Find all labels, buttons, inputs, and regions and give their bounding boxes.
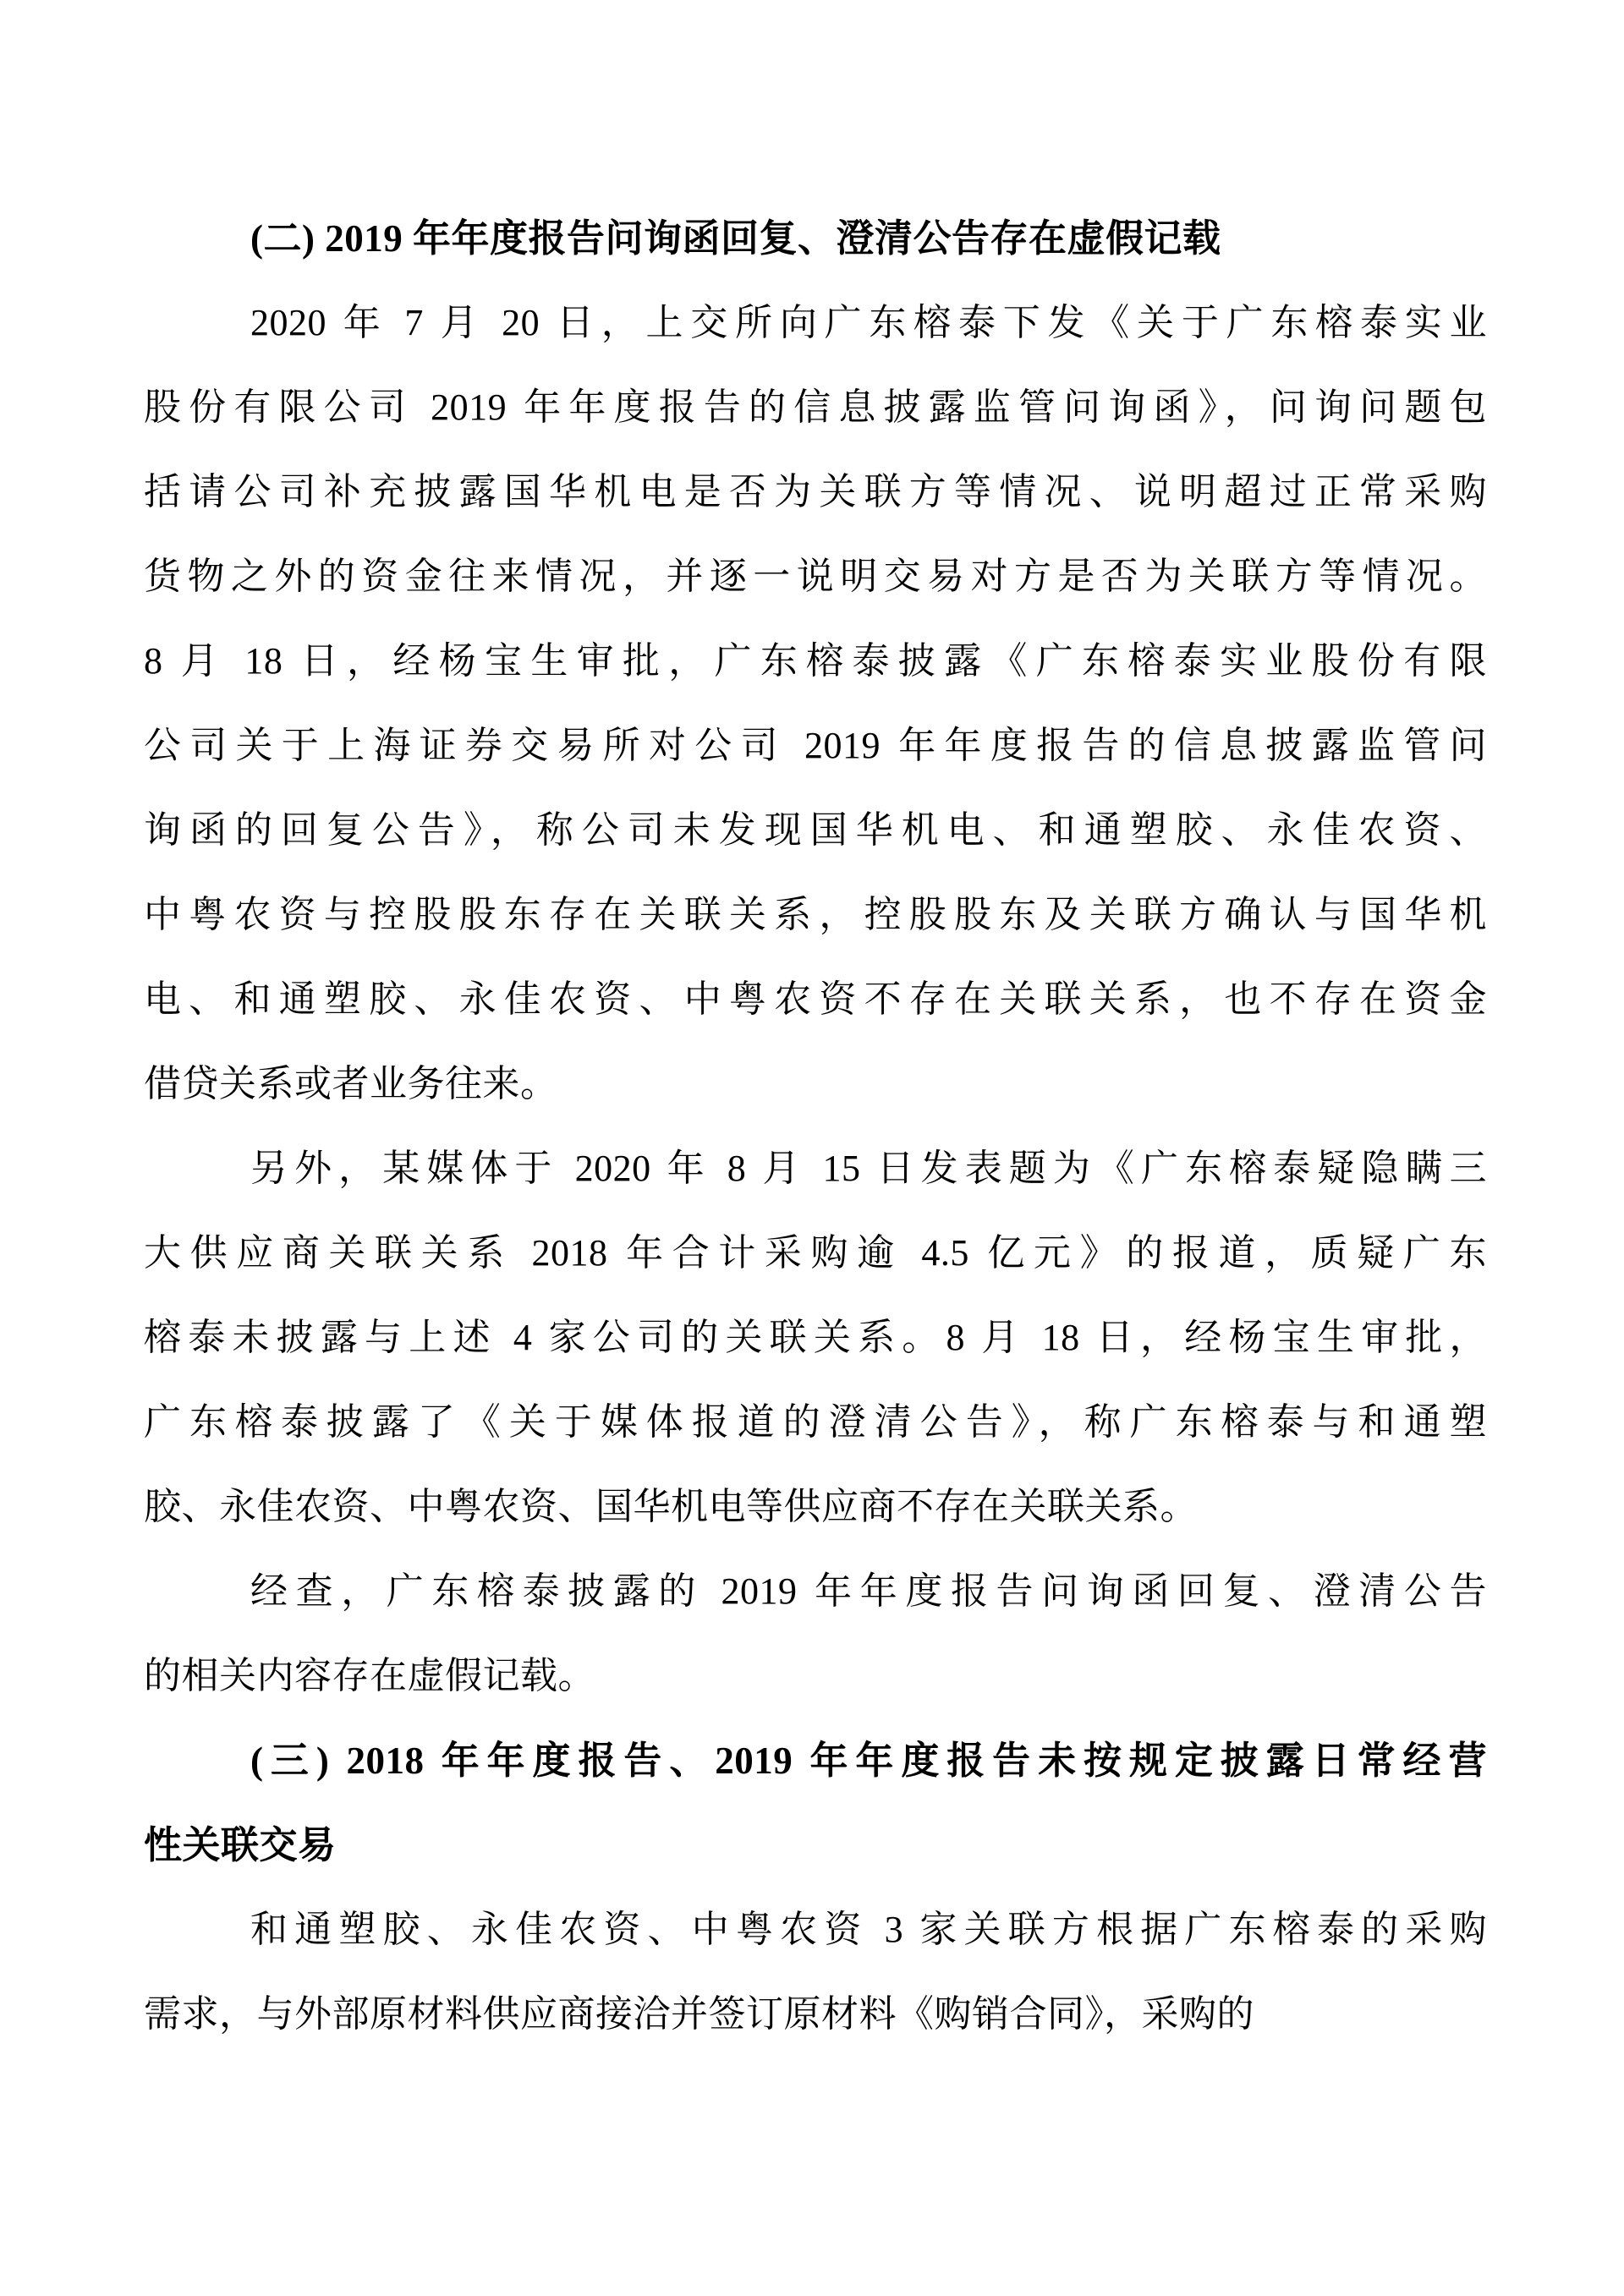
paragraph-line: 胶、永佳农资、中粤农资、国华机电等供应商不存在关联关系。: [144, 1486, 1198, 1527]
paragraph-line: 括请公司补充披露国华机电是否为关联方等情况、说明超过正常采购: [144, 471, 1487, 512]
paragraph-line: 电、和通塑胶、永佳农资、中粤农资不存在关联关系，也不存在资金: [144, 978, 1487, 1020]
paragraph-line: 的相关内容存在虚假记载。: [144, 1655, 595, 1696]
paragraph-line: 借贷关系或者业务往来。: [144, 1063, 558, 1104]
paragraph-line: 中粤农资与控股股东存在关联关系，控股股东及关联方确认与国华机: [144, 894, 1487, 935]
paragraph-line: 和通塑胶、永佳农资、中粤农资 3 家关联方根据广东榕泰的采购: [250, 1909, 1487, 1950]
paragraph-line: 经查，广东榕泰披露的 2019 年年度报告问询函回复、澄清公告: [250, 1570, 1487, 1612]
heading-line: (二) 2019 年年度报告问询函回复、澄清公告存在虚假记载: [250, 217, 1221, 260]
paragraph-line: 广东榕泰披露了《关于媒体报道的澄清公告》，称广东榕泰与和通塑: [144, 1401, 1487, 1443]
paragraph-line: 另外，某媒体于 2020 年 8 月 15 日发表题为《广东榕泰疑隐瞒三: [250, 1148, 1487, 1189]
paragraph-line: 榕泰未披露与上述 4 家公司的关联关系。8 月 18 日，经杨宝生审批，: [144, 1317, 1487, 1358]
heading-line: (三) 2018 年年度报告、2019 年年度报告未按规定披露日常经营: [250, 1740, 1487, 1782]
heading-line: 性关联交易: [144, 1824, 337, 1866]
paragraph-line: 大供应商关联关系 2018 年合计采购逾 4.5 亿元》的报道，质疑广东: [144, 1232, 1487, 1274]
paragraph-line: 股份有限公司 2019 年年度报告的信息披露监管问询函》，问询问题包: [144, 386, 1487, 428]
paragraph-line: 8 月 18 日，经杨宝生审批，广东榕泰披露《广东榕泰实业股份有限: [144, 640, 1487, 682]
paragraph-line: 2020 年 7 月 20 日，上交所向广东榕泰下发《关于广东榕泰实业: [250, 302, 1487, 343]
document-page: [144, 196, 1487, 2057]
paragraph-line: 询函的回复公告》，称公司未发现国华机电、和通塑胶、永佳农资、: [144, 809, 1487, 851]
paragraph-line: 货物之外的资金往来情况，并逐一说明交易对方是否为关联方等情况。: [144, 556, 1487, 597]
paragraph-line: 需求，与外部原材料供应商接洽并签订原材料《购销合同》，采购的: [144, 1993, 1254, 2035]
paragraph-line: 公司关于上海证券交易所对公司 2019 年年度报告的信息披露监管问: [144, 725, 1487, 766]
